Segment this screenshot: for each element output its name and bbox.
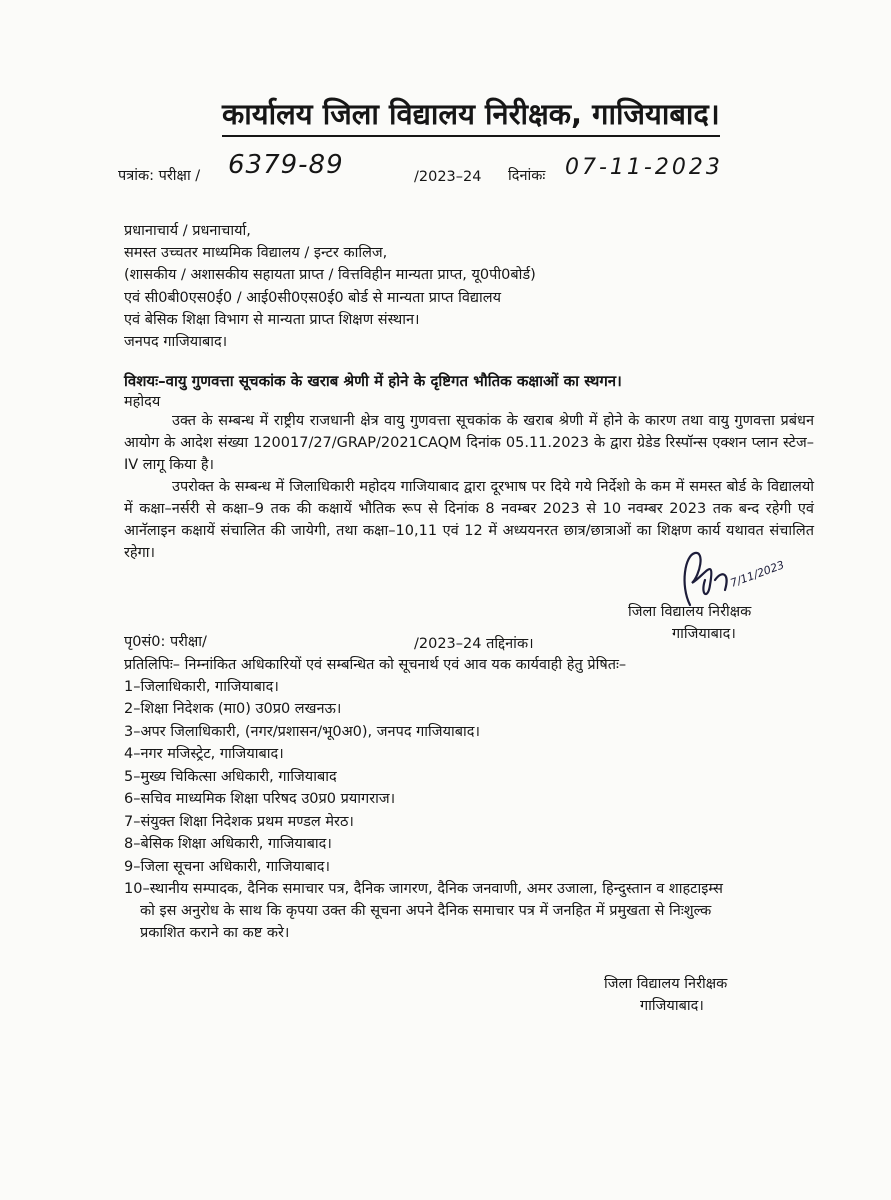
signatory-title: जिला विद्यालय निरीक्षक xyxy=(604,976,728,992)
signatory-district: गाजियाबाद। xyxy=(672,626,736,642)
copy-list-item: 4–नगर मजिस्ट्रेट, गाजियाबाद। xyxy=(124,746,284,762)
date-handwritten: 07-11-2023 xyxy=(565,155,723,180)
subject-line: विशयः–वायु गुणवत्ता सूचकांक के खराब श्रेणी में होने के दृष्टिगत भौतिक कक्षाओं का स्थगन। xyxy=(124,372,622,390)
signatory-district: गाजियाबाद। xyxy=(640,998,704,1014)
copy-list-item: 8–बेसिक शिक्षा अधिकारी, गाजियाबाद। xyxy=(124,836,332,852)
ref2-year: /2023–24 तद्दिनांक। xyxy=(414,636,534,652)
signature-date: 7/11/2023 xyxy=(728,558,787,590)
copy-intro: प्रतिलिपिः– निम्नांकित अधिकारियों एवं सम्बन्धित को सूचनार्थ एवं आव यक कार्यवाही हेतु प्रेषितः– xyxy=(124,657,627,673)
salutation: महोदय xyxy=(124,394,161,410)
addressee-line: प्रधानाचार्य / प्रधनाचार्या, xyxy=(124,223,251,239)
copy-list-item: 10–स्थानीय सम्पादक, दैनिक समाचार पत्र, दैनिक जागरण, दैनिक जनवाणी, अमर उजाला, हिन्दुस्तान व शाहटाइम्स xyxy=(124,881,723,897)
copy-list-item: 3–अपर जिलाधिकारी, (नगर/प्रशासन/भू0अ0), जनपद गाजियाबाद। xyxy=(124,724,480,740)
copy-list-item: 7–संयुक्त शिक्षा निदेशक प्रथम मण्डल मेरठ। xyxy=(124,814,354,830)
ref2-label: पृ0सं0: परीक्षा/ xyxy=(124,634,207,650)
copy-list-item: 6–सचिव माध्यमिक शिक्षा परिषद उ0प्र0 प्रयागराज। xyxy=(124,791,396,807)
ref-number-handwritten: 6379-89 xyxy=(228,150,344,180)
copy-list-item: को इस अनुरोध के साथ कि कृपया उक्त की सूचना अपने दैनिक समाचार पत्र में जनहित में प्रमुखता से निःशुल्क xyxy=(140,903,712,919)
copy-list-item: 5–मुख्य चिकित्सा अधिकारी, गाजियाबाद xyxy=(124,769,337,785)
addressee-line: एवं सी0बी0एस0ई0 / आई0सी0एस0ई0 बोर्ड से मान्यता प्राप्त विद्यालय xyxy=(124,290,502,306)
copy-list-item: 2–शिक्षा निदेशक (मा0) उ0प्र0 लखनऊ। xyxy=(124,701,342,717)
signatory-title: जिला विद्यालय निरीक्षक xyxy=(628,604,752,620)
addressee-line: (शासकीय / अशासकीय सहायता प्राप्त / वित्तविहीन मान्यता प्राप्त, यू0पी0बोर्ड) xyxy=(124,267,536,283)
addressee-line: समस्त उच्चतर माध्यमिक विद्यालय / इन्टर कालिज, xyxy=(124,245,388,261)
ref-label: पत्रांक: परीक्षा / xyxy=(118,168,201,184)
body-paragraph-1: उक्त के सम्बन्ध में राष्ट्रीय राजधानी क्षेत्र वायु गुणवत्ता सूचकांक के खराब श्रेणी में होने के कारण तथा वायु गुणवत्ता प्रबंधन आयोग के आदेश संख्या 120017/27/GRAP/2021CAQM दिनांक 05.11.2023 के द्वारा ग्रेडेड रिस्पॉन्स एक्शन प्लान स्टेज–IV लागू किया है। xyxy=(124,413,814,473)
addressee-line: एवं बेसिक शिक्षा विभाग से मान्यता प्राप्त शिक्षण संस्थान। xyxy=(124,312,420,328)
copy-list-item: प्रकाशित कराने का कष्ट करे। xyxy=(140,925,290,941)
date-label: दिनांकः xyxy=(508,168,546,184)
copy-list-item: 1–जिलाधिकारी, गाजियाबाद। xyxy=(124,679,279,695)
body-paragraph-2: उपरोक्त के सम्बन्ध में जिलाधिकारी महोदय गाजियाबाद द्वारा दूरभाष पर दिये गये निर्देशो के कम में समस्त बोर्ड के विद्यालयो में कक्षा–नर्सरी से कक्षा–9 तक की कक्षायें भौतिक रूप से दिनांक 8 नवम्बर 2023 से 10 नवम्बर 2023 तक बन्द रहेगी एवं आनॅलाइन कक्षायें संचालित की जायेगी, तथा कक्षा–10,11 एवं 12 में अध्ययनरत छात्र/छात्राओं का शिक्षण कार्य यथावत संचालित रहेगा। xyxy=(124,479,814,561)
ref-year: /2023–24 xyxy=(414,169,482,185)
copy-list-item: 9–जिला सूचना अधिकारी, गाजियाबाद। xyxy=(124,859,330,875)
addressee-line: जनपद गाजियाबाद। xyxy=(124,334,228,350)
office-title: कार्यालय जिला विद्यालय निरीक्षक, गाजियाबाद। xyxy=(222,94,720,137)
